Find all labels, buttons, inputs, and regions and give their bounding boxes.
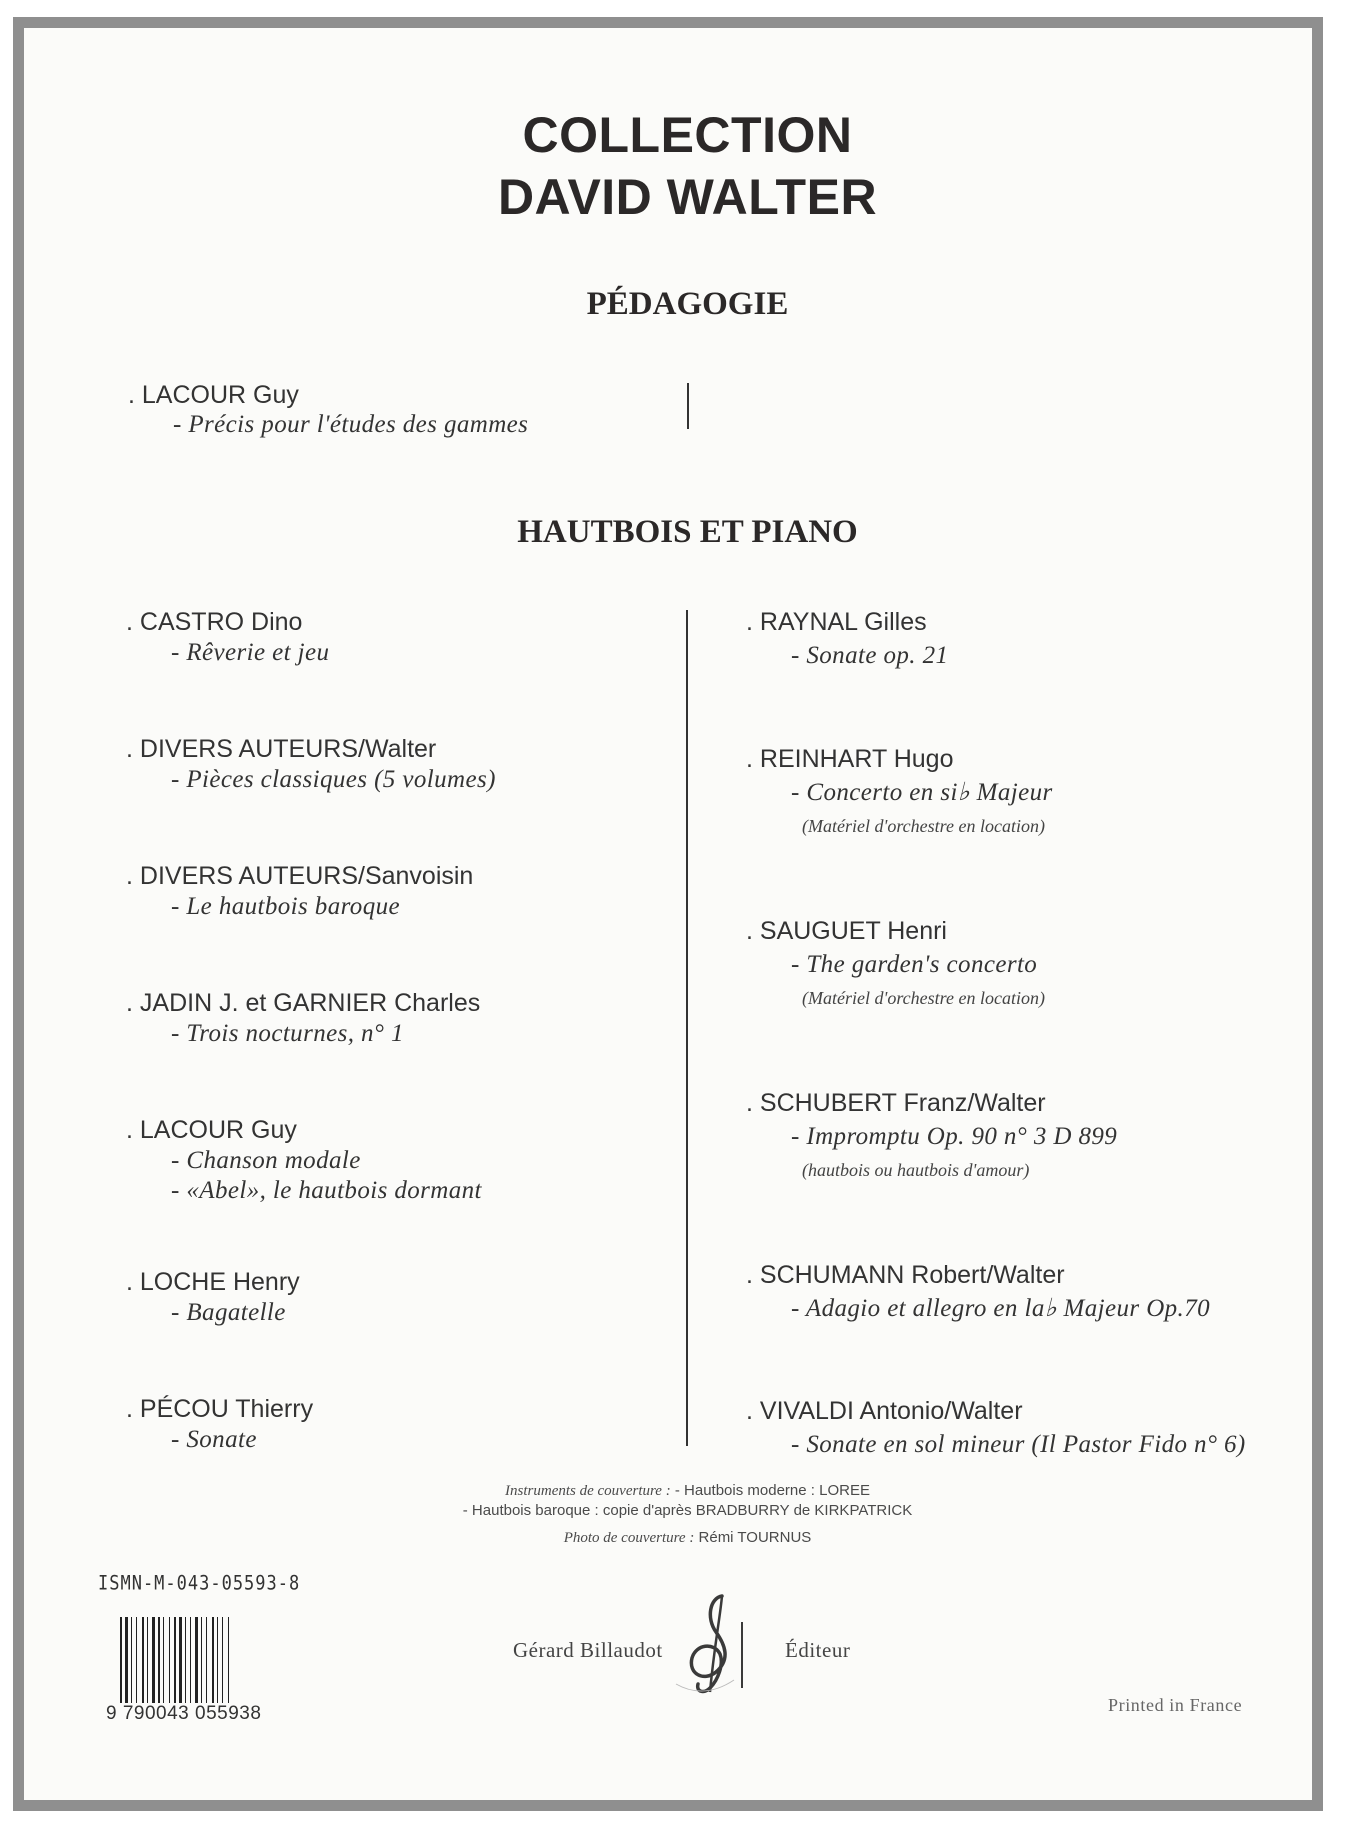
right-entry-composer: . SAUGUET Henri bbox=[746, 917, 947, 945]
collection-title-line1: COLLECTION bbox=[522, 107, 853, 163]
left-entry-work: - Rêverie et jeu bbox=[171, 639, 330, 666]
left-entry-work: - Bagatelle bbox=[171, 1299, 286, 1326]
credit-line-2: - Hautbois baroque : copie d'après BRADBURRY de KIRKPATRICK bbox=[462, 1502, 913, 1519]
left-entry-work: - Pièces classiques (5 volumes) bbox=[171, 766, 496, 793]
pedagogie-work: - Précis pour l'études des gammes bbox=[173, 411, 529, 438]
right-entry-composer: . SCHUBERT Franz/Walter bbox=[746, 1089, 1046, 1117]
right-entry-work: - Sonate en sol mineur (Il Pastor Fido n° 6) bbox=[791, 1431, 1246, 1458]
publisher-name: Gérard Billaudot bbox=[513, 1638, 663, 1662]
right-entry-work: - Concerto en si♭ Majeur bbox=[791, 779, 1053, 806]
collection-title-line2: DAVID WALTER bbox=[497, 169, 878, 225]
right-entry-composer: . RAYNAL Gilles bbox=[746, 608, 927, 636]
credit-line-1-label: Instruments de couverture : bbox=[505, 1483, 671, 1499]
right-entry-note: (Matériel d'orchestre en location) bbox=[802, 816, 1045, 836]
left-entry-composer: . CASTRO Dino bbox=[126, 608, 303, 636]
credit-line-3 bbox=[0, 1530, 1352, 1546]
right-entry-note: (Matériel d'orchestre en location) bbox=[802, 988, 1045, 1008]
left-entry-work: - Sonate bbox=[171, 1426, 257, 1453]
right-entry-work: - Sonate op. 21 bbox=[791, 642, 949, 669]
right-entry-work: - Impromptu Op. 90 n° 3 D 899 bbox=[791, 1123, 1118, 1150]
pedagogie-divider bbox=[687, 383, 689, 429]
hautbois-heading: HAUTBOIS ET PIANO bbox=[517, 514, 858, 550]
left-entry-composer: . DIVERS AUTEURS/Sanvoisin bbox=[126, 862, 474, 890]
left-entry-work: - Le hautbois baroque bbox=[171, 893, 400, 920]
right-entry-work: - The garden's concerto bbox=[791, 951, 1038, 978]
publisher-role: Éditeur bbox=[785, 1638, 851, 1662]
left-entry-composer: . LOCHE Henry bbox=[126, 1268, 300, 1296]
credit-line-1-value: - Hautbois moderne : LOREE bbox=[674, 1482, 870, 1499]
right-entry-composer: . VIVALDI Antonio/Walter bbox=[746, 1397, 1023, 1425]
barcode bbox=[120, 1617, 260, 1705]
right-entry-note: (hautbois ou hautbois d'amour) bbox=[802, 1160, 1030, 1180]
barcode-number: 9 790043 055938 bbox=[106, 1703, 262, 1724]
right-entry-composer: . REINHART Hugo bbox=[746, 745, 954, 773]
left-entry-composer: . PÉCOU Thierry bbox=[126, 1395, 314, 1423]
right-entry-work: - Adagio et allegro en la♭ Majeur Op.70 bbox=[791, 1295, 1211, 1322]
credit-line-1 bbox=[0, 1483, 1352, 1499]
left-entry-composer: . LACOUR Guy bbox=[126, 1116, 297, 1144]
pedagogie-heading: PÉDAGOGIE bbox=[586, 286, 789, 322]
treble-clef-icon bbox=[670, 1588, 760, 1700]
left-entry-composer: . DIVERS AUTEURS/Walter bbox=[126, 735, 437, 763]
printed-in-france: Printed in France bbox=[1108, 1695, 1243, 1715]
credit-line-3-value: Rémi TOURNUS bbox=[698, 1529, 812, 1546]
right-entry-composer: . SCHUMANN Robert/Walter bbox=[746, 1261, 1065, 1289]
left-entry-work: - «Abel», le hautbois dormant bbox=[171, 1177, 482, 1204]
left-entry-work: - Trois nocturnes, n° 1 bbox=[171, 1020, 404, 1047]
left-entry-composer: . JADIN J. et GARNIER Charles bbox=[126, 989, 481, 1017]
left-entry-work: - Chanson modale bbox=[171, 1147, 361, 1174]
ismn-code: ISMN-M-043-05593-8 bbox=[98, 1572, 301, 1595]
column-divider bbox=[686, 610, 688, 1446]
credit-line-3-label: Photo de couverture : bbox=[563, 1530, 695, 1546]
pedagogie-composer: . LACOUR Guy bbox=[128, 381, 299, 409]
